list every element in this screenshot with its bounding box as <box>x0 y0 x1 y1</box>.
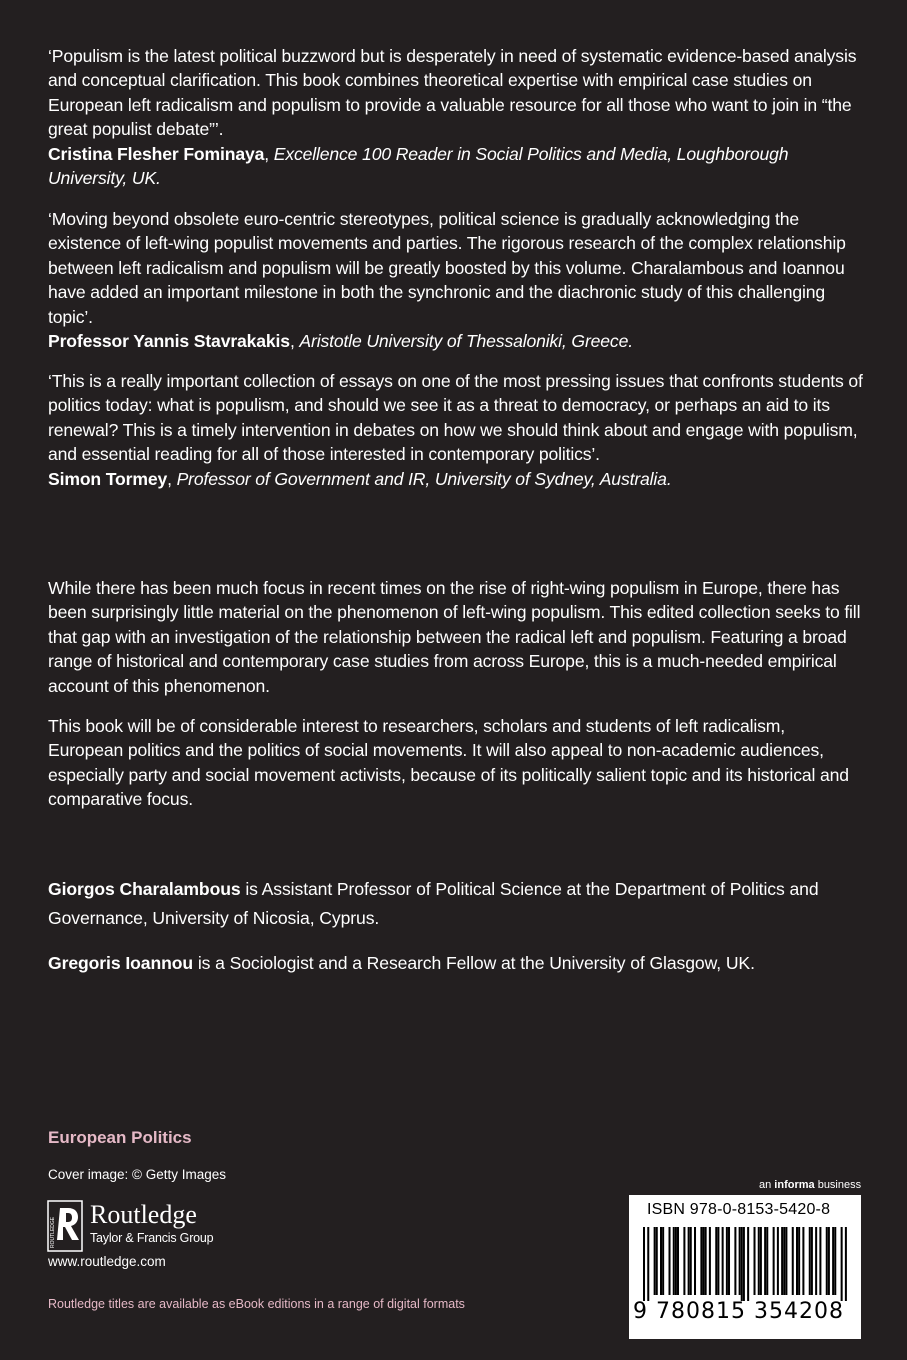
barcode-bar <box>734 1227 736 1295</box>
barcode-bar <box>726 1227 728 1295</box>
barcode-bar <box>811 1227 813 1295</box>
barcode-bar <box>802 1227 804 1295</box>
isbn-digits: 9 780815 354208 <box>633 1299 844 1324</box>
endorsement-affiliation: Aristotle University of Thessaloniki, Greece. <box>299 331 633 352</box>
barcode-bar <box>741 1227 743 1301</box>
editor-name: Giorgos Charalambous <box>48 879 241 899</box>
barcode-bar <box>819 1227 821 1295</box>
description-text: While there has been much focus in recent times on the rise of right-wing populism in Europe, there has been surprisingly little material on the phenomenon of left-wing populism. This edited collection seeks to fill that gap with an investigation of the relationship between the radical left and populism. Featuring a broad range of historical and contemporary case studies from across Europe, this is a much-needed empirical account of this phenomenon. <box>48 578 861 696</box>
barcode-bar <box>690 1227 692 1295</box>
endorsement-author: Cristina Flesher Fominaya <box>48 143 265 164</box>
endorsement-attribution: Simon Tormey, Professor of Government and IR, University of Sydney, Australia. <box>48 468 672 489</box>
barcode-bar <box>643 1227 645 1301</box>
barcode-bar <box>683 1227 685 1295</box>
editor-name: Gregoris Ioannou <box>48 953 194 973</box>
endorsement-1 <box>48 44 863 190</box>
endorsement-attribution: Cristina Flesher Fominaya, Excellence 100 Reader in Social Politics and Media, Loughborough University, UK. <box>48 143 789 189</box>
endorsement-2 <box>48 207 863 353</box>
ebook-note: Routledge titles are available as eBook editions in a range of digital formats <box>48 1297 465 1311</box>
publisher-name: Routledge <box>90 1200 197 1229</box>
barcode-bar <box>845 1227 847 1301</box>
barcode-bar <box>673 1227 675 1295</box>
barcode-bar <box>722 1227 724 1295</box>
barcode-bar <box>654 1227 656 1295</box>
barcode-bar <box>796 1227 798 1295</box>
barcode-bar <box>647 1227 649 1301</box>
barcode-bar <box>660 1227 662 1295</box>
barcode-bar <box>841 1227 843 1301</box>
barcode-bar <box>688 1227 690 1295</box>
description-paragraph-1 <box>48 576 863 698</box>
endorsement-author: Professor Yannis Stavrakakis <box>48 331 290 352</box>
publisher-group: Taylor & Francis Group <box>90 1231 214 1245</box>
bio-text <box>48 875 868 933</box>
description-text: This book will be of considerable interest to researchers, scholars and students of left radicalism, European politics and the politics of social movements. It will also appeal to non-academic audiences, especially party and social movement activists, because of its politically salient topic and its historical and comparative focus. <box>48 716 849 810</box>
barcode-bar <box>754 1227 756 1295</box>
barcode-bar <box>677 1227 679 1295</box>
editor-bio-1 <box>48 875 868 933</box>
bio-text <box>48 949 868 978</box>
barcode-bar <box>743 1227 745 1301</box>
informa-business-label <box>759 1179 861 1191</box>
barcode-bar <box>826 1227 828 1295</box>
barcode-bar <box>798 1227 800 1295</box>
endorsement-text: ‘Moving beyond obsolete euro-centric stereotypes, political science is gradually acknowledging the existence of left-wing populist movements and parties. The rigorous research of the complex relationship between left radicalism and populism will be greatly boosted by this volume. Charalambous and Ioannou have added an important milestone in both the synchronic and the diachronic study of this challenging topic’. <box>48 209 846 327</box>
barcode-bar <box>739 1227 741 1295</box>
barcode-icon <box>643 1227 847 1301</box>
isbn-label: ISBN 978-0-8153-5420-8 <box>647 1201 831 1218</box>
barcode-bar <box>675 1227 677 1295</box>
description-paragraph-2 <box>48 714 863 812</box>
barcode-bar <box>792 1227 794 1295</box>
barcode-bar <box>717 1227 719 1295</box>
barcode-bar <box>834 1227 836 1295</box>
barcode-bar <box>703 1227 705 1295</box>
endorsement-affiliation: Excellence 100 Reader in Social Politics and Media, Loughborough University, UK. <box>48 143 789 189</box>
bio-description: is Assistant Professor of Political Science at the Department of Politics and Governance, University of Nicosia, Cyprus. <box>48 879 819 928</box>
endorsement-3 <box>48 369 863 491</box>
barcode-bar <box>764 1227 766 1295</box>
informa-brand: informa <box>774 1179 815 1191</box>
barcode-bar <box>728 1227 730 1295</box>
publisher-website-link[interactable]: www.routledge.com <box>48 1254 166 1269</box>
endorsement-text: ‘This is a really important collection of essays on one of the most pressing issues that confronts students of politics today: what is populism, and should we see it as a threat to democracy, or perhaps an aid to its renewal? This is a timely intervention in debates on how we should think about and engage with populism, and essential reading for all of those interested in contemporary politics’. <box>48 371 863 465</box>
endorsement-affiliation: Professor of Government and IR, University of Sydney, Australia. <box>176 468 672 489</box>
endorsement-author: Simon Tormey <box>48 468 168 489</box>
barcode-bar <box>809 1227 811 1295</box>
barcode-bar <box>709 1227 711 1295</box>
barcode-bar <box>747 1227 749 1301</box>
barcode-bar <box>705 1227 707 1295</box>
routledge-vertical-mark: ROUTLEDGE <box>50 1216 56 1248</box>
cover-credit: Cover image: © Getty Images <box>48 1167 227 1182</box>
barcode-bar <box>785 1227 787 1295</box>
informa-suffix: business <box>814 1179 862 1191</box>
barcode-bar <box>777 1227 779 1295</box>
barcode-bar <box>662 1227 664 1295</box>
barcode-bar <box>656 1227 658 1295</box>
isbn-barcode <box>629 1195 861 1339</box>
barcode-bar <box>760 1227 762 1295</box>
barcode-bar <box>783 1227 785 1295</box>
informa-prefix: an <box>759 1179 775 1191</box>
barcode-bar <box>700 1227 702 1295</box>
routledge-logo <box>46 1198 266 1254</box>
routledge-r-icon <box>46 1200 84 1252</box>
editor-bio-2 <box>48 949 868 978</box>
barcode-bar <box>758 1227 760 1295</box>
series-label: European Politics <box>48 1128 192 1147</box>
barcode-bar <box>832 1227 834 1295</box>
barcode-bar <box>781 1227 783 1295</box>
barcode-bar <box>669 1227 671 1295</box>
endorsement-text: ‘Populism is the latest political buzzword but is desperately in need of systematic evidence-based analysis and conceptual clarification. This book combines theoretical expertise with empirical case studies on European left radicalism and populism to provide a valuable resource for all those who want to join in “the great populist debate”’. <box>48 46 857 140</box>
barcode-bar <box>715 1227 717 1295</box>
barcode-bar <box>773 1227 775 1295</box>
endorsement-attribution: Professor Yannis Stavrakakis, Aristotle University of Thessaloniki, Greece. <box>48 331 633 352</box>
barcode-bar <box>766 1227 768 1295</box>
barcode-bar <box>815 1227 817 1295</box>
bio-description: is a Sociologist and a Research Fellow at the University of Glasgow, UK. <box>193 953 755 973</box>
barcode-bar <box>828 1227 830 1295</box>
barcode-bar <box>694 1227 696 1295</box>
